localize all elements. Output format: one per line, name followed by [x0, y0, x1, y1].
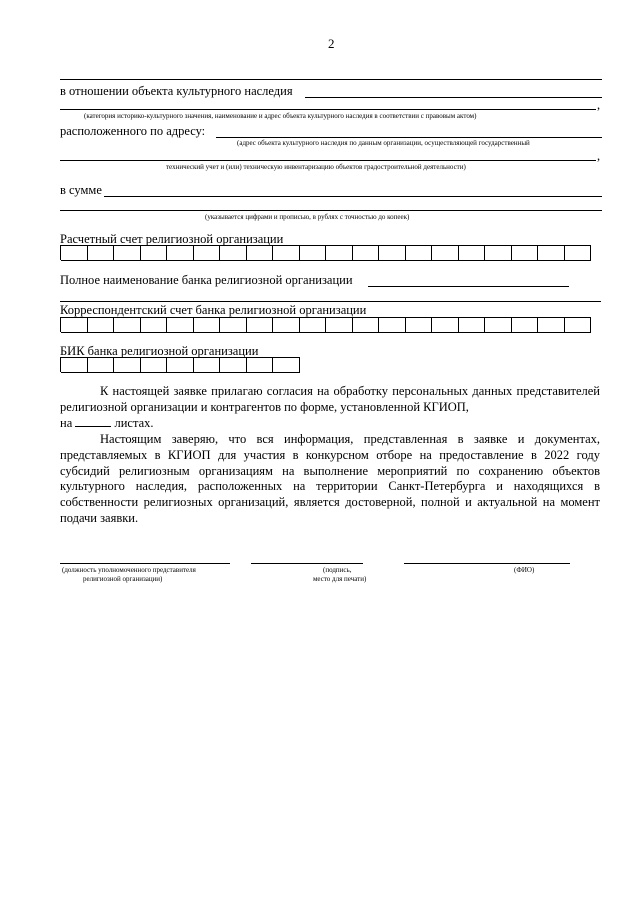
- digit-cell[interactable]: [273, 245, 300, 261]
- digit-cell[interactable]: [406, 317, 433, 333]
- object-label: в отношении объекта культурного наследия: [60, 84, 293, 98]
- signature-field[interactable]: [251, 563, 363, 564]
- object-field-line-2[interactable]: [60, 109, 596, 110]
- digit-cell[interactable]: [247, 245, 274, 261]
- digit-cell[interactable]: [273, 357, 300, 373]
- digit-cell[interactable]: [326, 245, 353, 261]
- digit-cell[interactable]: [220, 245, 247, 261]
- digit-cell[interactable]: [485, 245, 512, 261]
- digit-cell[interactable]: [326, 317, 353, 333]
- comma-2: ,: [597, 149, 601, 163]
- digit-cell[interactable]: [300, 245, 327, 261]
- digit-cell[interactable]: [194, 357, 221, 373]
- digit-cell[interactable]: [114, 357, 141, 373]
- digit-cell[interactable]: [141, 317, 168, 333]
- digit-cell[interactable]: [141, 245, 168, 261]
- digit-cell[interactable]: [538, 317, 565, 333]
- digit-cell[interactable]: [300, 317, 327, 333]
- amount-field-line-2[interactable]: [60, 210, 602, 211]
- top-rule: [60, 79, 602, 80]
- digit-cell[interactable]: [247, 317, 274, 333]
- digit-cell[interactable]: [512, 317, 539, 333]
- digit-cell[interactable]: [432, 245, 459, 261]
- bank-field[interactable]: [368, 286, 569, 287]
- digit-cell[interactable]: [114, 317, 141, 333]
- digit-cell[interactable]: [247, 357, 274, 373]
- digit-cell[interactable]: [167, 245, 194, 261]
- amount-label: в сумме: [60, 183, 102, 197]
- amount-field[interactable]: [104, 196, 602, 197]
- address-field[interactable]: [216, 137, 602, 138]
- account-label: Расчетный счет религиозной организации: [60, 232, 284, 246]
- assurance-text: Настоящим заверяю, что вся информация, представленная в заявке и документах, представляемых в КГИОП для участия в конкурсном отборе на предоставление в 2022 году субсидий религиозным организациям на выполнение мероприятий по сохранению объектов культурного наследия, расположенных на территории Санкт-Петербурга и находящихся в собственности религиозных организаций, является достоверной, полной и актуальной на момент подачи заявки.: [60, 432, 600, 525]
- consent-text: К настоящей заявке прилагаю согласия на обработку персональных данных представителей религиозной организации и контрагентов по форме, установленной КГИОП,: [60, 384, 600, 414]
- fio-caption: (ФИО): [514, 566, 535, 574]
- address-note-1: (адрес объекта культурного наследия по данным организации, осуществляющей государственный: [237, 139, 530, 147]
- fio-field[interactable]: [404, 563, 570, 564]
- digit-cell[interactable]: [61, 317, 88, 333]
- position-field[interactable]: [60, 563, 230, 564]
- address-field-line-2[interactable]: [60, 160, 596, 161]
- digit-cell[interactable]: [61, 357, 88, 373]
- digit-cell[interactable]: [194, 245, 221, 261]
- signature-caption-1: (подпись,: [323, 566, 352, 574]
- digit-cell[interactable]: [114, 245, 141, 261]
- digit-cell[interactable]: [141, 357, 168, 373]
- corr-account-label: Корреспондентский счет банка религиозной организации: [60, 303, 367, 317]
- digit-cell[interactable]: [353, 245, 380, 261]
- page-number: 2: [328, 36, 335, 51]
- digit-cell[interactable]: [61, 245, 88, 261]
- digit-cell[interactable]: [512, 245, 539, 261]
- sheets-post: листах.: [114, 415, 154, 430]
- amount-note: (указывается цифрами и прописью, в рублях с точностью до копеек): [205, 213, 410, 221]
- address-label: расположенного по адресу:: [60, 124, 206, 138]
- object-field[interactable]: [305, 97, 602, 98]
- bank-field-line-2[interactable]: [60, 301, 601, 302]
- bik-label: БИК банка религиозной организации: [60, 344, 259, 358]
- position-caption-2: религиозной организации): [83, 575, 163, 583]
- digit-cell[interactable]: [565, 317, 592, 333]
- digit-cell[interactable]: [565, 245, 592, 261]
- account-cells[interactable]: [60, 245, 591, 260]
- digit-cell[interactable]: [88, 357, 115, 373]
- category-note: (категория историко-культурного значения, наименование и адрес объекта культурного наследия в соответствии с правовым актом): [84, 112, 477, 120]
- bik-cells[interactable]: [60, 357, 300, 372]
- signature-caption-2: место для печати): [313, 575, 367, 583]
- digit-cell[interactable]: [167, 357, 194, 373]
- digit-cell[interactable]: [538, 245, 565, 261]
- digit-cell[interactable]: [220, 317, 247, 333]
- assurance-paragraph: [60, 432, 600, 527]
- digit-cell[interactable]: [88, 317, 115, 333]
- address-note-2: технический учет и (или) техническую инвентаризацию объектов градостроительной деятельности): [166, 163, 466, 171]
- digit-cell[interactable]: [194, 317, 221, 333]
- digit-cell[interactable]: [220, 357, 247, 373]
- digit-cell[interactable]: [406, 245, 433, 261]
- position-caption-1: (должность уполномоченного представителя: [62, 566, 196, 574]
- digit-cell[interactable]: [379, 245, 406, 261]
- sheets-pre: на: [60, 415, 73, 430]
- consent-paragraph: [60, 384, 600, 431]
- digit-cell[interactable]: [459, 245, 486, 261]
- digit-cell[interactable]: [459, 317, 486, 333]
- digit-cell[interactable]: [273, 317, 300, 333]
- digit-cell[interactable]: [88, 245, 115, 261]
- digit-cell[interactable]: [167, 317, 194, 333]
- digit-cell[interactable]: [485, 317, 512, 333]
- digit-cell[interactable]: [432, 317, 459, 333]
- sheets-count-field[interactable]: [75, 416, 111, 427]
- digit-cell[interactable]: [353, 317, 380, 333]
- comma-1: ,: [597, 98, 601, 112]
- corr-account-cells[interactable]: [60, 317, 591, 332]
- bank-label: Полное наименование банка религиозной организации: [60, 273, 353, 287]
- digit-cell[interactable]: [379, 317, 406, 333]
